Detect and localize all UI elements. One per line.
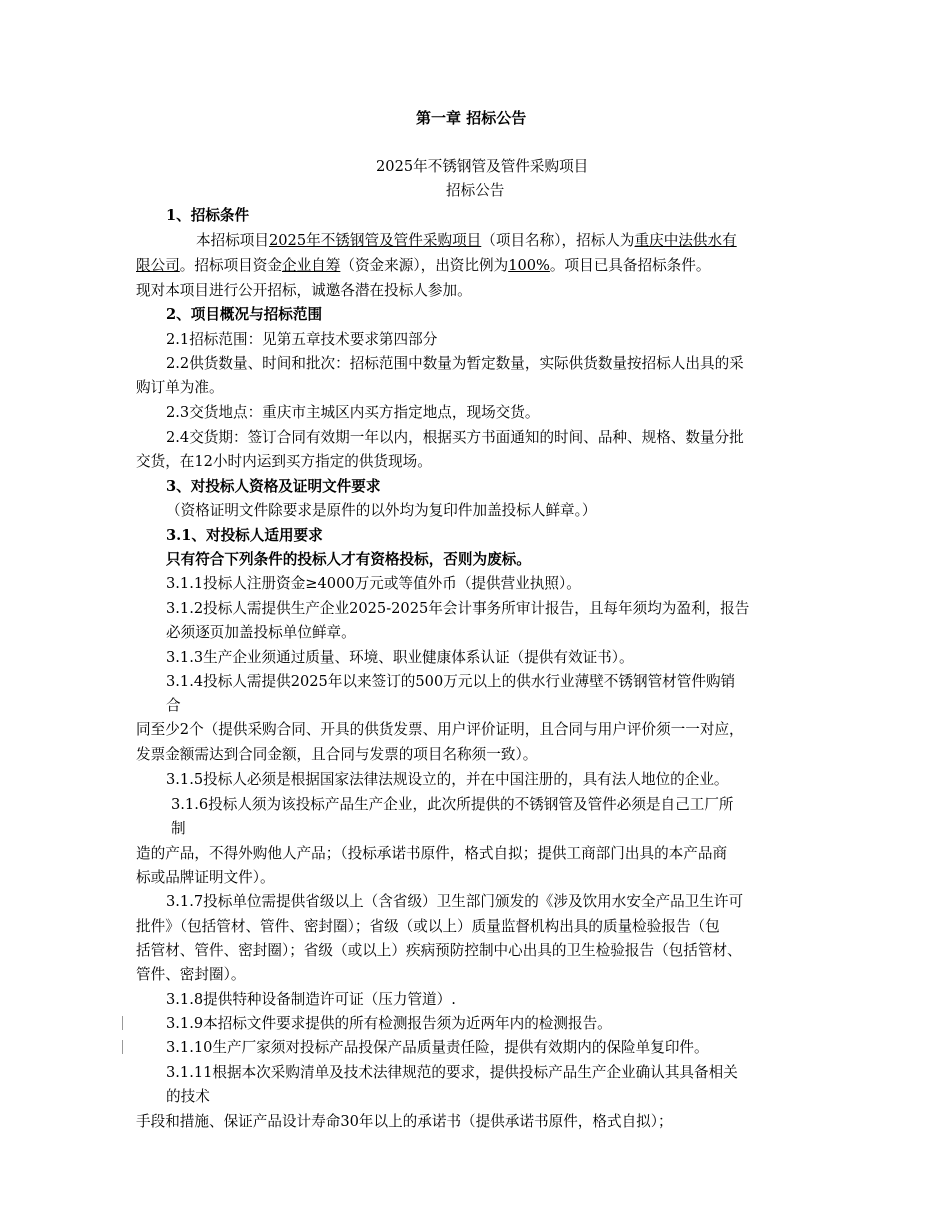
requirement-3-1-6-cont: 造的产品，不得外购他人产品；（投标承诺书原件，格式自拟；提供工商部门出具的本产品商 bbox=[136, 845, 728, 862]
announcement-subtitle: 招标公告 bbox=[446, 182, 505, 199]
fund-source-field: 企业自筹 bbox=[281, 257, 341, 274]
eligibility-statement: 只有符合下列条件的投标人才有资格投标，否则为废标。 bbox=[166, 551, 531, 568]
requirement-3-1-8: 3.1.8提供特种设备制造许可证（压力管道）. bbox=[166, 991, 456, 1008]
item-2-1: 2.1招标范围：见第五章技术要求第四部分 bbox=[166, 331, 438, 348]
section-3-1-heading: 3.1、对投标人适用要求 bbox=[166, 527, 323, 544]
item-2-3: 2.3交货地点：重庆市主城区内买方指定地点，现场交货。 bbox=[166, 404, 540, 421]
requirement-3-1-4-cont: 同至少2个（提供采购合同、开具的供货发票、用户评价证明，且合同与用户评价须一一对应， bbox=[136, 721, 744, 738]
section-1-heading: 1、招标条件 bbox=[166, 207, 250, 224]
project-title: 2025年不锈钢管及管件采购项目 bbox=[376, 158, 589, 175]
tenderer-name-field: 限公司 bbox=[136, 257, 180, 274]
section-1-paragraph-line-3: 现对本项目进行公开招标，诚邀各潜在投标人参加。 bbox=[136, 282, 472, 299]
requirement-3-1-6-cont: 制 bbox=[171, 820, 186, 837]
item-2-4-cont: 交货，在12小时内运到买方指定的供货现场。 bbox=[136, 453, 432, 470]
section-2-heading: 2、项目概况与招标范围 bbox=[166, 306, 323, 323]
requirement-3-1-4: 3.1.4投标人需提供2025年以来签订的500万元以上的供水行业薄壁不锈钢管材管件购销 bbox=[166, 673, 736, 690]
revision-bar bbox=[122, 1016, 123, 1030]
project-name-field: 2025年不锈钢管及管件采购项目 bbox=[268, 232, 482, 249]
requirement-3-1-7-cont: 管件、密封圈）。 bbox=[136, 966, 246, 983]
revision-bar bbox=[122, 1040, 123, 1054]
text-run: （资金来源），出资比例为 bbox=[340, 257, 509, 274]
requirement-3-1-7-cont: 批件》（包括管材、管件、密封圈）；省级（或以上）质量监督机构出具的质量检验报告（包 bbox=[136, 918, 720, 935]
text-run: 。招标项目资金 bbox=[179, 257, 282, 274]
requirement-3-1-7-cont: 括管材、管件、密封圈）；省级（或以上）疾病预防控制中心出具的卫生检验报告（包括管材、 bbox=[136, 942, 742, 959]
item-2-4: 2.4交货期：签订合同有效期一年以内，根据买方书面通知的时间、品种、规格、数量分批 bbox=[166, 429, 744, 446]
requirement-3-1-2-cont: 必须逐页加盖投标单位鲜章。 bbox=[166, 624, 356, 641]
requirement-3-1-11-cont: 的技术 bbox=[166, 1088, 210, 1105]
section-3-heading: 3、对投标人资格及证明文件要求 bbox=[166, 478, 381, 495]
section-1-paragraph-line-2 bbox=[136, 256, 710, 276]
requirement-3-1-2: 3.1.2投标人需提供生产企业2025-2025年会计事务所审计报告，且每年须均为盈利，报告 bbox=[166, 600, 750, 617]
requirement-3-1-3: 3.1.3生产企业须通过质量、环境、职业健康体系认证（提供有效证书）。 bbox=[166, 649, 634, 666]
requirement-3-1-10: 3.1.10生产厂家须对投标产品投保产品质量责任险，提供有效期内的保险单复印件。 bbox=[166, 1039, 709, 1056]
chapter-title: 第一章 招标公告 bbox=[416, 109, 527, 127]
item-2-2-cont: 购订单为准。 bbox=[136, 379, 224, 396]
requirement-3-1-11-cont: 手段和措施、保证产品设计寿命30年以上的承诺书（提供承诺书原件，格式自拟）； bbox=[136, 1113, 673, 1130]
requirement-3-1-9: 3.1.9本招标文件要求提供的所有检测报告须为近两年内的检测报告。 bbox=[166, 1015, 612, 1032]
text-run: 本招标项目 bbox=[196, 232, 269, 249]
item-2-2: 2.2供货数量、时间和批次：招标范围中数量为暂定数量，实际供货数量按招标人出具的采 bbox=[166, 355, 744, 372]
requirement-3-1-1: 3.1.1投标人注册资金≥4000万元或等值外币（提供营业执照）。 bbox=[166, 575, 581, 592]
section-1-paragraph-line-1 bbox=[196, 231, 737, 251]
requirement-3-1-7: 3.1.7投标单位需提供省级以上（含省级）卫生部门颁发的《涉及饮用水安全产品卫生许可 bbox=[166, 893, 744, 910]
text-run: 。项目已具备招标条件。 bbox=[549, 257, 711, 274]
requirement-3-1-4-cont: 合 bbox=[166, 697, 181, 714]
tenderer-name-field: 重庆中法供水有 bbox=[634, 232, 737, 249]
requirement-3-1-6: 3.1.6投标人须为该投标产品生产企业，此次所提供的不锈钢管及管件必须是自己工厂所 bbox=[171, 796, 734, 813]
funding-ratio-field: 100% bbox=[508, 257, 550, 274]
requirement-3-1-5: 3.1.5投标人必须是根据国家法律法规设立的，并在中国注册的，具有法人地位的企业。 bbox=[166, 771, 729, 788]
requirement-3-1-11: 3.1.11根据本次采购清单及技术法律规范的要求，提供投标产品生产企业确认其具备相关 bbox=[166, 1064, 738, 1081]
text-run: （项目名称），招标人为 bbox=[481, 232, 635, 249]
requirement-3-1-6-cont: 标或品牌证明文件）。 bbox=[136, 869, 275, 886]
section-3-note: （资格证明文件除要求是原件的以外均为复印件加盖投标人鲜章。） bbox=[166, 502, 597, 519]
requirement-3-1-4-cont: 发票金额需达到合同金额，且合同与发票的项目名称须一致）。 bbox=[136, 746, 538, 763]
